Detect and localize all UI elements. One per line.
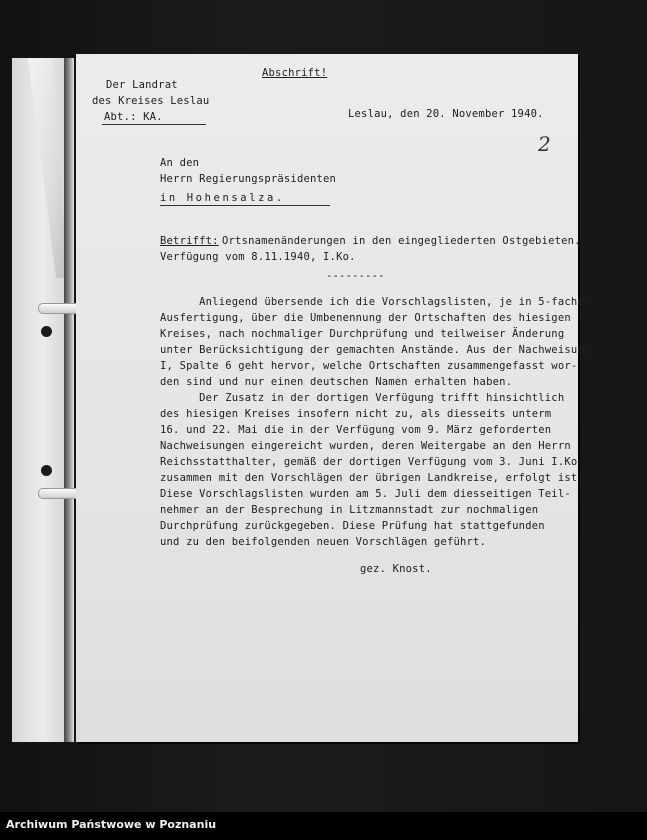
punch-hole-lower-left: [41, 465, 52, 476]
body-line: zusammen mit den Vorschlägen der übrigen Landkreise, erfolgt ist.: [160, 472, 584, 484]
sender-line-1: Der Landrat: [106, 79, 178, 91]
page-number-handwritten: 2: [538, 132, 551, 156]
body-line: des hiesigen Kreises insofern nicht zu, als diesseits unterm: [160, 408, 552, 420]
signature-line: gez. Knost.: [360, 563, 432, 575]
body-line: Anliegend übersende ich die Vorschlagslisten, je in 5-facher: [160, 296, 591, 308]
letter-page: [76, 54, 591, 742]
binder-edge: [64, 58, 74, 742]
sender-line-2: des Kreises Leslau: [92, 95, 210, 107]
recipient-underline: [160, 205, 330, 206]
body-line: Kreises, nach nochmaliger Durchprüfung und teilweiser Änderung: [160, 328, 565, 340]
body-line: Diese Vorschlagslisten wurden am 5. Juli dem diesseitigen Teil-: [160, 488, 571, 500]
recipient-line-3: in Hohensalza.: [160, 192, 285, 204]
body-line: Reichsstatthalter, gemäß der dortigen Verfügung vom 3. Juni I.Ko.,: [160, 456, 591, 468]
body-line: Durchprüfung zurückgegeben. Diese Prüfung hat stattgefunden: [160, 520, 545, 532]
body-line: I, Spalte 6 geht hervor, welche Ortschaften zusammengefasst wor-: [160, 360, 578, 372]
body-line: nehmer an der Besprechung in Litzmannstadt zur nochmaligen: [160, 504, 539, 516]
sender-underline: [102, 124, 206, 125]
letter-date: Leslau, den 20. November 1940.: [348, 108, 544, 120]
recipient-line-1: An den: [160, 157, 200, 169]
reference-line: Verfügung vom 8.11.1940, I.Ko.: [160, 251, 356, 263]
body-line: und zu den beifolgenden neuen Vorschlägen geführt.: [160, 536, 487, 548]
divider-line: ---------: [326, 270, 385, 282]
copy-stamp: Abschrift!: [262, 67, 328, 79]
body-line: 16. und 22. Mai die in der Verfügung vom 9. März geforderten: [160, 424, 552, 436]
punch-hole-upper-left: [41, 326, 52, 337]
body-line: Ausfertigung, über die Umbenennung der Ortschaften des hiesigen: [160, 312, 571, 324]
sender-line-3: Abt.: KA.: [104, 111, 163, 123]
subject-label: Betrifft:: [160, 235, 219, 247]
archive-caption: Archiwum Państwowe w Poznaniu: [6, 818, 217, 831]
body-line: Der Zusatz in der dortigen Verfügung trifft hinsichtlich: [160, 392, 565, 404]
body-line: Nachweisungen eingereicht wurden, deren Weitergabe an den Herrn: [160, 440, 571, 452]
subject-text: Ortsnamenänderungen in den eingegliederten Ostgebieten.: [222, 235, 581, 247]
recipient-line-2: Herrn Regierungspräsidenten: [160, 173, 337, 185]
body-line: unter Berücksichtigung der gemachten Anstände. Aus der Nachweisung: [160, 344, 591, 356]
body-line: den sind und nur einen deutschen Namen erhalten haben.: [160, 376, 513, 388]
